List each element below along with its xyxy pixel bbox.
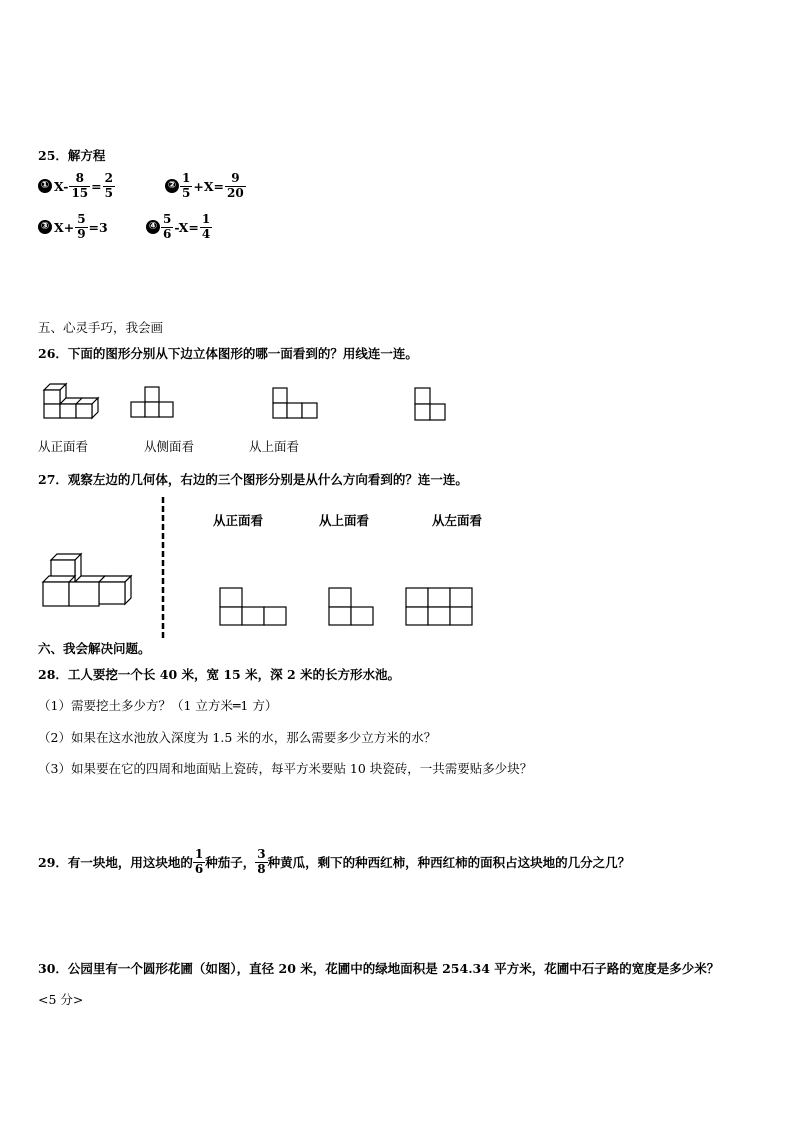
- circled-number-4: ④: [146, 220, 160, 234]
- q26-title: 26．下面的图形分别从下边立体图形的哪一面看到的？用线连一连。: [38, 346, 418, 361]
- section-5-heading: 五、心灵手巧，我会画: [38, 320, 164, 335]
- q27-label-top: 从上面看: [319, 513, 370, 528]
- q27-view-c: [405, 587, 475, 627]
- q26-view-c: [414, 387, 448, 421]
- q27-label-left: 从左面看: [432, 513, 483, 528]
- equation-3: ③ X+ $\frac{5}{9}$ =3: [38, 213, 109, 242]
- q28-part-3: （3）如果要在它的四周和地面贴上瓷砖，每平方米要贴 10 块瓷砖，一共需要贴多少块？: [38, 761, 533, 776]
- circled-number-3: ③: [38, 220, 52, 234]
- circled-number-1: ①: [38, 179, 52, 193]
- q26-label-front: 从正面看: [38, 439, 89, 454]
- q26-label-top: 从上面看: [249, 439, 300, 454]
- q26-view-b: [272, 387, 318, 419]
- q25-title: 25．解方程: [38, 148, 106, 163]
- q26-solid-figure: [38, 378, 102, 422]
- q29-fraction-2: $\frac{3}{8}$: [257, 847, 266, 876]
- q27-view-a: [219, 587, 289, 627]
- equation-4: ④ $\frac{5}{6}$ -X= $\frac{1}{4}$: [146, 213, 212, 242]
- q30-score: <5 分>: [38, 992, 84, 1007]
- equation-1: ① X- $\frac{8}{15}$ = $\frac{2}{5}$: [38, 172, 115, 201]
- q27-title: 27．观察左边的几何体，右边的三个图形分别是从什么方向看到的？连一连。: [38, 472, 468, 487]
- q26-label-side: 从侧面看: [144, 439, 195, 454]
- q27-dashed-divider: [161, 497, 165, 639]
- circled-number-2: ②: [165, 179, 179, 193]
- q27-label-front: 从正面看: [213, 513, 264, 528]
- q28-part-1: （1）需要挖土多少方？（1 立方米═1 方）: [38, 698, 278, 713]
- q28-title: 28．工人要挖一个长 40 米，宽 15 米，深 2 米的长方形水池。: [38, 667, 400, 682]
- q28-part-2: （2）如果在这水池放入深度为 1.5 米的水，那么需要多少立方米的水？: [38, 730, 437, 745]
- q27-view-b: [328, 587, 376, 627]
- q30-text: 30．公园里有一个圆形花圃（如图），直径 20 米，花圃中的绿地面积是 254.34 平方米，花圃中石子路的宽度是多少米？: [38, 961, 720, 976]
- section-6-heading: 六、我会解决问题。: [38, 641, 151, 656]
- q26-view-a: [130, 385, 174, 419]
- q27-solid-figure: [42, 552, 140, 610]
- q29-fraction-1: $\frac{1}{6}$: [194, 847, 204, 876]
- equation-2: ② $\frac{1}{5}$ +X= $\frac{9}{20}$: [165, 172, 246, 201]
- q29-text: 29．有一块地，用这块地的 $\frac{1}{6}$ 种茄子， $\frac{3}{8}$ 种黄瓜，剩下的种西红柿，种西红柿的面积占这块地的几分之几？: [38, 847, 631, 876]
